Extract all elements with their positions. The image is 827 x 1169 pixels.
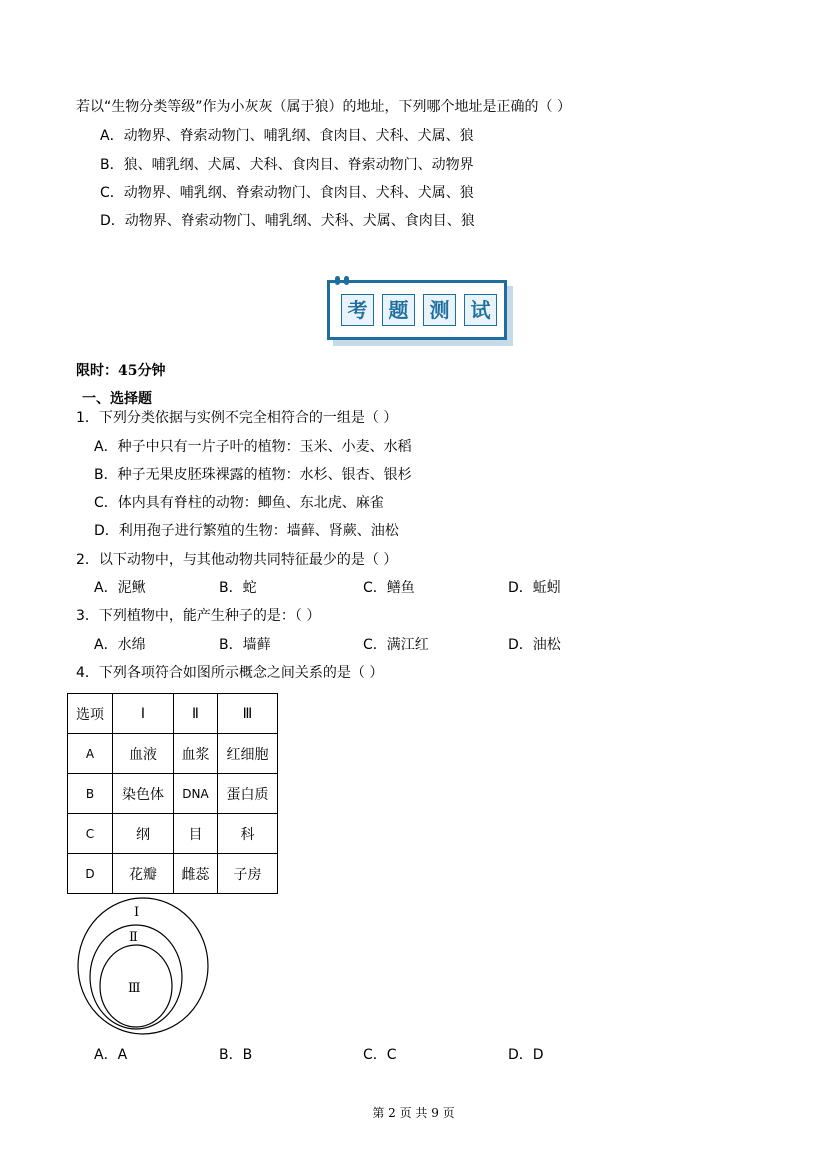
table-cell: A: [68, 734, 113, 774]
intro-option-d: D．动物界、脊索动物门、哺乳纲、犬科、犬属、食肉目、狼: [100, 213, 475, 229]
time-limit: 限时：45分钟: [76, 363, 166, 379]
banner-char: 试: [464, 294, 497, 326]
banner-char: 测: [423, 294, 456, 326]
table-cell: 目: [174, 814, 218, 854]
q2-option-b: B．蛇: [219, 580, 257, 596]
table-header-cell: Ⅱ: [174, 694, 218, 734]
q4-option-b: B．B: [219, 1047, 253, 1063]
table-row: [68, 774, 278, 814]
table-cell: 花瓣: [113, 854, 174, 894]
q1-option-b: B．种子无果皮胚珠裸露的植物：水杉、银杏、银杉: [94, 467, 412, 483]
q2-option-a: A．泥鳅: [94, 580, 146, 596]
table-header-cell: Ⅰ: [113, 694, 174, 734]
table-cell: 蛋白质: [218, 774, 278, 814]
concept-table: [67, 693, 278, 894]
table-header-row: [68, 694, 278, 734]
q3-option-c: C．满江红: [363, 637, 429, 653]
table-cell: 科: [218, 814, 278, 854]
q1-option-d: D．利用孢子进行繁殖的生物：墙藓、肾蕨、油松: [94, 523, 399, 539]
table-cell: 红细胞: [218, 734, 278, 774]
table-cell: D: [68, 854, 113, 894]
table-cell: 雌蕊: [174, 854, 218, 894]
table-row: [68, 854, 278, 894]
intro-question: 若以“生物分类等级”作为小灰灰（属于狼）的地址，下列哪个地址是正确的（ ）: [76, 99, 571, 115]
q4-option-c: C．C: [363, 1047, 397, 1063]
banner-char: 题: [382, 294, 415, 326]
table-cell: 血浆: [174, 734, 218, 774]
q3-option-b: B．墙藓: [219, 637, 271, 653]
table-header-cell: 选项: [68, 694, 113, 734]
q4-option-d: D．D: [508, 1047, 544, 1063]
intro-option-c: C．动物界、哺乳纲、脊索动物门、食肉目、犬科、犬属、狼: [100, 185, 474, 201]
table-cell: 血液: [113, 734, 174, 774]
q4-option-a: A．A: [94, 1047, 128, 1063]
nested-concept-diagram: [76, 896, 212, 1036]
q4-stem: 4．下列各项符合如图所示概念之间关系的是（ ）: [76, 665, 384, 681]
page-footer: 第 2 页 共 9 页: [372, 1106, 455, 1120]
label-ii: Ⅱ: [129, 930, 138, 945]
binder-ring-icon: [335, 276, 340, 285]
table-cell: 子房: [218, 854, 278, 894]
intro-option-b: B．狼、哺乳纲、犬属、犬科、食肉目、脊索动物门、动物界: [100, 157, 474, 173]
q1-option-c: C．体内具有脊柱的动物：鲫鱼、东北虎、麻雀: [94, 495, 384, 511]
table-cell: DNA: [174, 774, 218, 814]
intro-option-a: A．动物界、脊索动物门、哺乳纲、食肉目、犬科、犬属、狼: [100, 128, 474, 144]
exam-test-banner: [327, 276, 509, 342]
table-row: [68, 734, 278, 774]
banner-char: 考: [341, 294, 374, 326]
q1-stem: 1．下列分类依据与实例不完全相符合的一组是（ ）: [76, 410, 398, 426]
q2-option-c: C．鳝鱼: [363, 580, 415, 596]
q3-option-a: A．水绵: [94, 637, 146, 653]
binder-ring-icon: [344, 276, 349, 285]
q1-option-a: A．种子中只有一片子叶的植物：玉米、小麦、水稻: [94, 439, 412, 455]
table-row: [68, 814, 278, 854]
table-cell: B: [68, 774, 113, 814]
table-header-cell: Ⅲ: [218, 694, 278, 734]
table-cell: 染色体: [113, 774, 174, 814]
q2-stem: 2．以下动物中，与其他动物共同特征最少的是（ ）: [76, 552, 398, 568]
q3-option-d: D．油松: [508, 637, 561, 653]
q2-option-d: D．蚯蚓: [508, 580, 561, 596]
table-cell: 纲: [113, 814, 174, 854]
section-heading: 一、选择题: [82, 391, 152, 407]
table-cell: C: [68, 814, 113, 854]
outer-ellipse: [78, 898, 208, 1034]
label-iii: Ⅲ: [128, 981, 141, 996]
label-i: Ⅰ: [134, 905, 140, 920]
q3-stem: 3．下列植物中，能产生种子的是：（ ）: [76, 608, 321, 624]
